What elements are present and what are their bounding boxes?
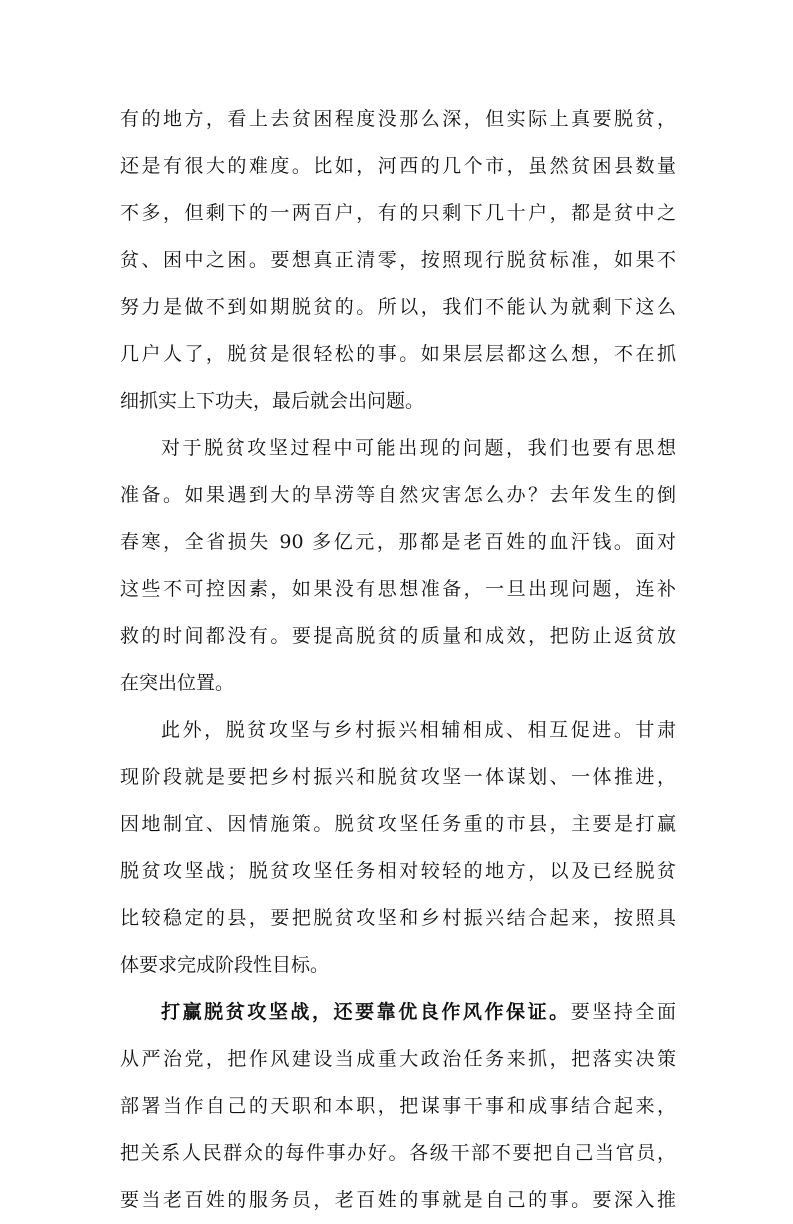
text-line: 比较稳定的县，要把脱贫攻坚和乡村振兴结合起来，按照具 <box>120 907 676 929</box>
text-line <box>120 989 676 1036</box>
text-line: 现阶段就是要把乡村振兴和脱贫攻坚一体谋划、一体推进， <box>120 766 676 788</box>
text-line: 有的地方，看上去贫困程度没那么深，但实际上真要脱贫， <box>120 108 676 130</box>
text-line: 救的时间都没有。要提高脱贫的质量和成效，把防止返贫放 <box>120 625 676 647</box>
text-line: 几户人了，脱贫是很轻松的事。如果层层都这么想，不在抓 <box>120 343 676 365</box>
text-line: 脱贫攻坚战；脱贫攻坚任务相对较轻的地方，以及已经脱贫 <box>120 860 676 882</box>
paragraph-3 <box>120 707 676 989</box>
text-line: 从严治党，把作风建设当成重大政治任务来抓，把落实决策 <box>120 1048 676 1070</box>
section-heading: 打赢脱贫攻坚战，还要靠优良作风作保证。 <box>161 1001 571 1023</box>
text-line: 准备。如果遇到大的旱涝等自然灾害怎么办？去年发生的倒 <box>120 484 676 506</box>
text-line: 贫、困中之困。要想真正清零，按照现行脱贫标准，如果不 <box>120 249 676 271</box>
body-text <box>120 96 676 1224</box>
text-line: 对于脱贫攻坚过程中可能出现的问题，我们也要有思想 <box>161 437 676 459</box>
text-line: 这些不可控因素，如果没有思想准备，一旦出现问题，连补 <box>120 578 676 600</box>
text-line: 体要求完成阶段性目标。 <box>120 954 330 976</box>
text-line: 此外，脱贫攻坚与乡村振兴相辅相成、相互促进。甘肃 <box>161 719 676 741</box>
text-line: 把关系人民群众的每件事办好。各级干部不要把自己当官员， <box>120 1142 676 1164</box>
text-line: 还是有很大的难度。比如，河西的几个市，虽然贫困县数量 <box>120 155 676 177</box>
text-run: 要坚持全面 <box>570 1001 676 1023</box>
paragraph-1 <box>120 96 676 425</box>
text-line: 在突出位置。 <box>120 672 235 694</box>
text-line: 细抓实上下功夫，最后就会出问题。 <box>120 390 425 412</box>
text-line: 要当老百姓的服务员，老百姓的事就是自己的事。要深入推 <box>120 1189 676 1211</box>
paragraph-4 <box>120 989 676 1224</box>
text-line: 努力是做不到如期脱贫的。所以，我们不能认为就剩下这么 <box>120 296 676 318</box>
text-line: 部署当作自己的天职和本职，把谋事干事和成事结合起来， <box>120 1095 676 1117</box>
paragraph-2 <box>120 425 676 707</box>
text-line: 因地制宜、因情施策。脱贫攻坚任务重的市县，主要是打赢 <box>120 813 676 835</box>
text-line: 不多，但剩下的一两百户，有的只剩下几十户，都是贫中之 <box>120 202 676 224</box>
text-line: 春寒，全省损失 90 多亿元，那都是老百姓的血汗钱。面对 <box>120 531 676 553</box>
